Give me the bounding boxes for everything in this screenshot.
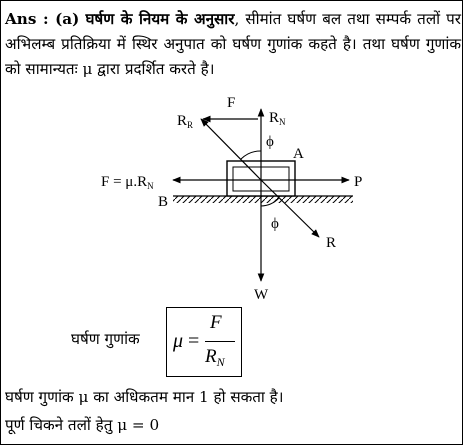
label-phi-bottom: ϕ <box>271 216 279 232</box>
label-W: W <box>254 287 269 303</box>
label-RR: $R_R$ <box>177 113 194 130</box>
answer-prefix: Ans : (a) <box>5 10 80 28</box>
formula-box <box>166 307 242 377</box>
label-B: B <box>158 194 169 210</box>
label-R: R <box>326 235 337 251</box>
ground-hatching <box>173 196 353 203</box>
answer-body: , सीमांत घर्षण बल तथा सम्पर्क तलों पर अभिलम्ब प्रतिक्रिया में स्थिर अनुपात को घर्षण गुणांक कहते है। तथा घर्षण गुणांक को सामान्यतः μ द्वारा प्रदर्शित करते है। <box>5 10 461 78</box>
formula-numerator: F <box>210 312 222 333</box>
label-A: A <box>293 146 304 162</box>
friction-diagram <box>1 1 464 446</box>
answer-heading: घर्षण के नियम के अनुसार <box>85 10 235 28</box>
coefficient-label: घर्षण गुणांक <box>71 330 140 348</box>
label-RN: $R_N$ <box>269 110 286 127</box>
formula-denominator: $R_N$ <box>205 346 225 369</box>
formula-mu: μ <box>173 330 184 352</box>
angle-arc-top <box>241 151 261 159</box>
label-left-force: $F = \mu.R_N$ <box>101 174 154 191</box>
label-F: F <box>227 95 236 111</box>
formula-equals: = <box>188 330 200 352</box>
fraction-bar <box>205 341 235 342</box>
smooth-surface-statement: पूर्ण चिकने तलों हेतु μ = 0 <box>5 416 160 434</box>
max-value-statement: घर्षण गुणांक μ का अधिकतम मान 1 हो सकता है। <box>5 388 284 406</box>
label-P: P <box>354 174 363 190</box>
label-phi-top: ϕ <box>266 134 274 150</box>
